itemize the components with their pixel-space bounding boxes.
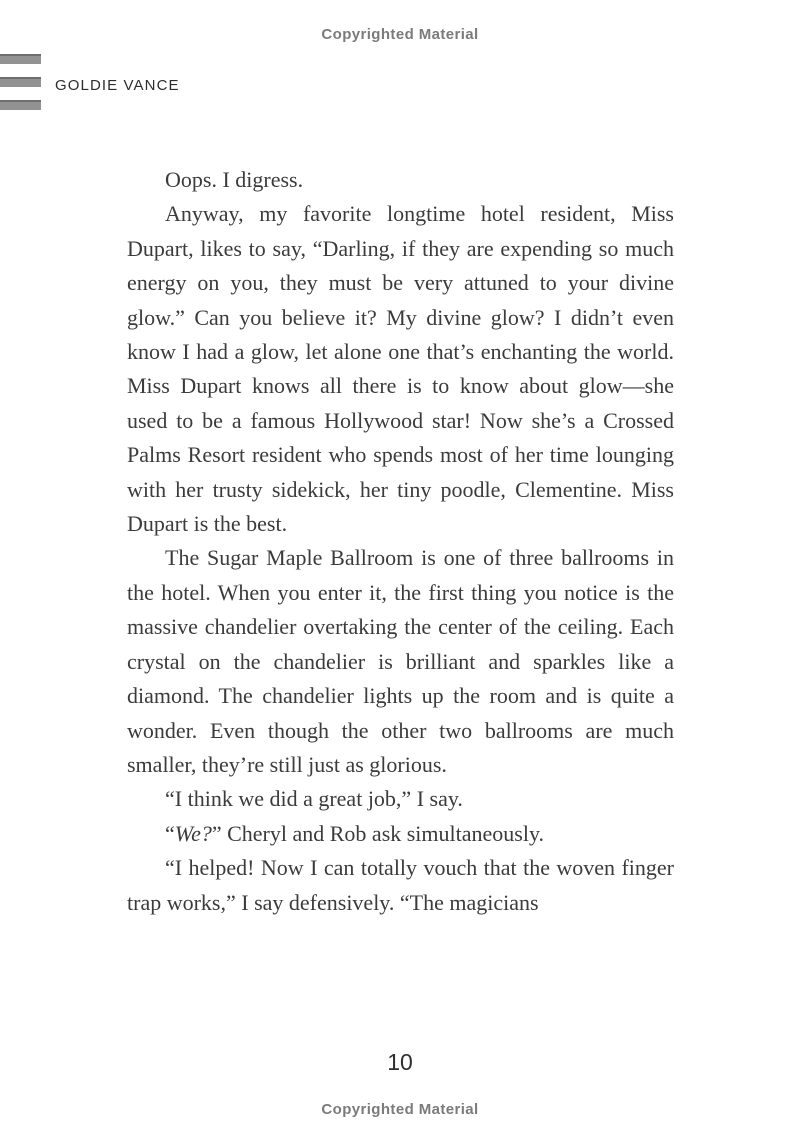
bar-icon xyxy=(0,77,41,87)
copyright-notice-top: Copyrighted Material xyxy=(321,26,479,43)
paragraph-dialogue: “I think we did a great job,” I say. xyxy=(165,786,463,812)
paragraph-dialogue: “I helped! Now I can totally vouch that the woven finger trap works,” I say defensively. “The magicians xyxy=(127,855,674,915)
copyright-notice-bottom: Copyrighted Material xyxy=(321,1101,479,1118)
page-number: 10 xyxy=(387,1049,413,1075)
paragraph: The Sugar Maple Ballroom is one of three ballrooms in the hotel. When you enter it, the first thing you notice is the massive chandelier overtaking the center of the ceiling. Each crystal on the chandelier is brilliant and sparkles like a diamond. The chandelier lights up the room and is quite a wonder. Even though the other two ballrooms are much smaller, they’re still just as glorious. xyxy=(127,545,674,777)
quote-open: “ xyxy=(165,820,175,846)
page-body-text xyxy=(127,163,674,920)
paragraph-dialogue xyxy=(127,817,674,851)
dialogue-rest: ” Cheryl and Rob ask simultaneously. xyxy=(211,820,545,846)
emphasized-word: We? xyxy=(174,820,212,846)
publisher-bars-icon xyxy=(0,54,41,123)
paragraph: Anyway, my favorite longtime hotel resident, Miss Dupart, likes to say, “Darling, if they are expending so much energy on you, they must be very attuned to your divine glow.” Can you believe it? My divine glow? I didn’t even know I had a glow, let alone one that’s enchanting the world. Miss Dupart knows all there is to know about glow—she used to be a famous Hollywood star! Now she’s a Crossed Palms Resort resident who spends most of her time lounging with her trusty sidekick, her tiny poodle, Clementine. Miss Dupart is the best. xyxy=(127,201,674,537)
paragraph: Oops. I digress. xyxy=(165,167,304,192)
bar-icon xyxy=(0,54,41,64)
running-head-book-title: GOLDIE VANCE xyxy=(55,77,180,94)
bar-icon xyxy=(0,100,41,110)
